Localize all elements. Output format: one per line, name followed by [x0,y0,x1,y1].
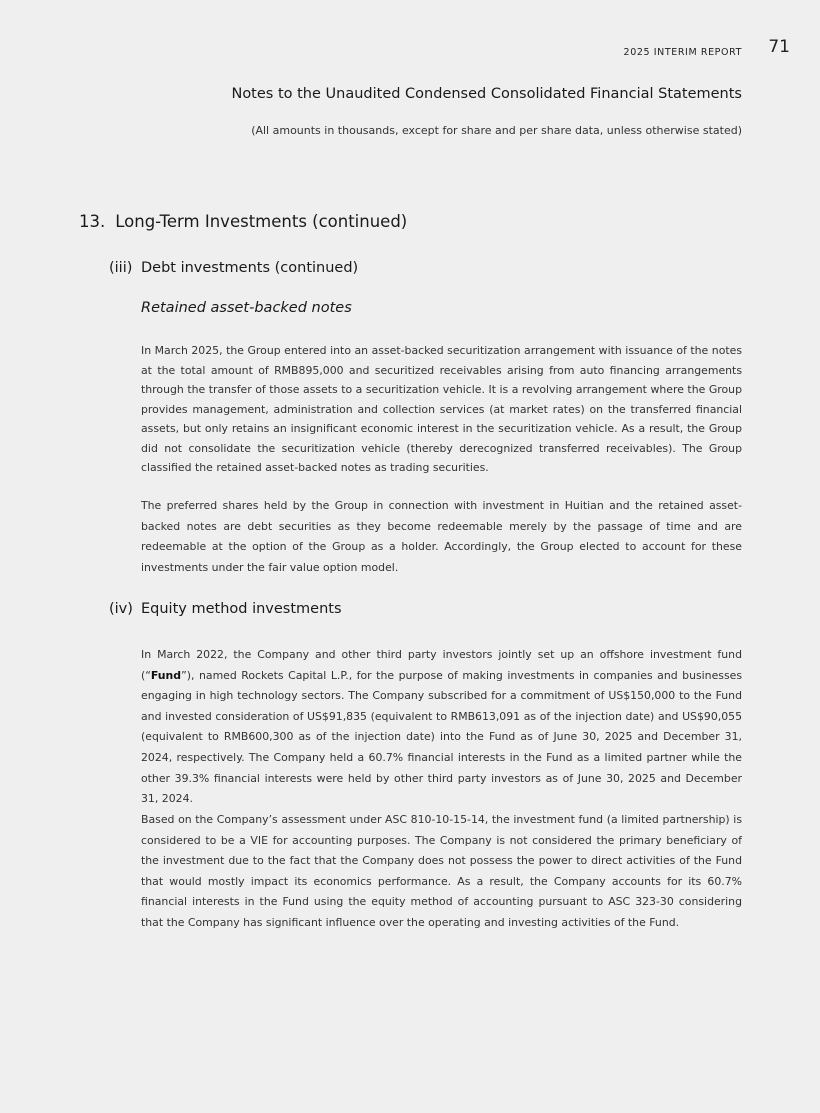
notes-subtitle: (All amounts in thousands, except for share and per share data, unless otherwise stated) [251,124,742,137]
notes-title: Notes to the Unaudited Condensed Consolidated Financial Statements [231,86,742,102]
page-number: 71 [768,37,790,57]
paragraph: In March 2025, the Group entered into an asset-backed securitization arrangement with issuance of the notes at the total amount of RMB895,000 and securitized receivables arising from auto financing arrangements through the transfer of those assets to a securitization vehicle. It is a revolving arrangement where the Group provides management, administration and collection services (at market rates) on the transferred financial assets, but only retains an insignificant economic interest in the securitization vehicle. As a result, the Group did not consolidate the securitization vehicle (thereby derecognized transferred receivables). The Group classified the retained asset-backed notes as trading securities. [141,344,742,474]
section-title: Long-Term Investments (continued) [115,212,408,231]
subsection-heading-iii [109,260,358,276]
report-label: 2025 INTERIM REPORT [623,47,742,58]
retained-notes-heading: Retained asset-backed notes [141,300,352,316]
defined-term: Fund [150,668,182,682]
subsection-number: (iii) [109,260,133,276]
subsection-title: Debt investments (continued) [141,260,359,276]
paragraph [141,645,742,810]
paragraph: Based on the Company’s assessment under ASC 810-10-15-14, the investment fund (a limited partnership) is considered to be a VIE for accounting purposes. The Company is not considered the primary beneficiary of the investment due to the fact that the Company does not possess the power to direct activities of the Fund that would mostly impact its economics performance. As a result, the Company accounts for its 60.7% financial interests in the Fund using the equity method of accounting pursuant to ASC 323-30 considering that the Company has significant influence over the operating and investing activities of the Fund. [141,813,742,929]
section-number: 13. [79,212,106,231]
section-heading [79,212,407,231]
subsection-heading-iv [109,601,342,617]
paragraph-text: In March 2022, the Company and other third party investors jointly set up an offshore investment fund (“ [141,648,742,682]
paragraph: The preferred shares held by the Group in connection with investment in Huitian and the retained asset-backed notes are debt securities as they become redeemable merely by the passage of time and are redeemable at the option of the Group as a holder. Accordingly, the Group elected to account for these investments under the fair value option model. [141,499,742,574]
subsection-title: Equity method investments [141,601,342,617]
paragraph-text: ”), named Rockets Capital L.P., for the purpose of making investments in companies and businesses engaging in high technology sectors. The Company subscribed for a commitment of US$150,000 to the Fund and invested consideration of US$91,835 (equivalent to RMB613,091 as of the injection date) and US$90,055 (equivalent to RMB600,300 as of the injection date) into the Fund as of June 30, 2025 and December 31, 2024, respectively. The Company held a 60.7% financial interests in the Fund as a limited partner while the other 39.3% financial interests were held by other third party investors as of June 30, 2025 and December 31, 2024. [141,668,742,806]
subsection-number: (iv) [109,601,133,617]
